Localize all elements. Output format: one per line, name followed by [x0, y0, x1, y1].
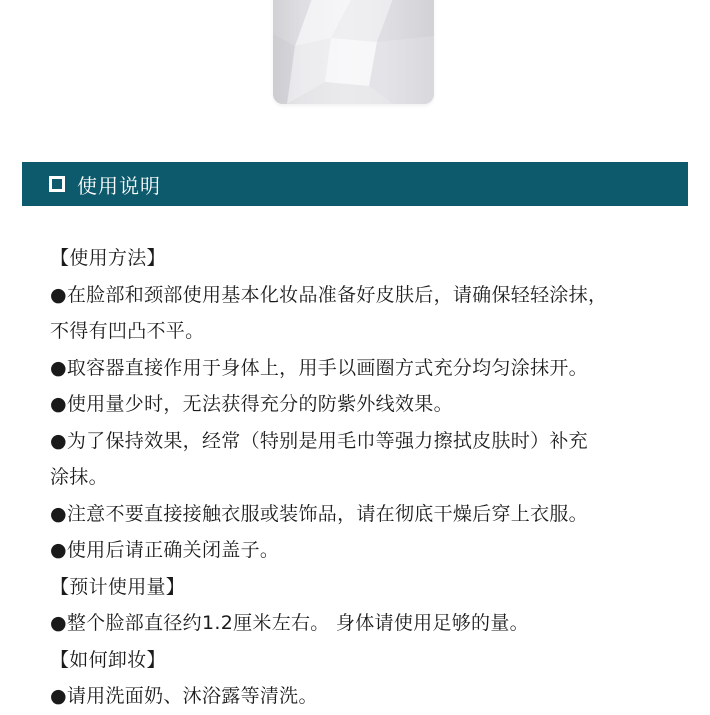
instruction-line: ●使用量少时，无法获得充分的防紫外线效果。 [50, 393, 453, 415]
instruction-line: ●为了保持效果，经常（特别是用毛巾等强力擦拭皮肤时）补充 [50, 429, 588, 452]
instructions-content [50, 240, 690, 715]
instruction-line: ●请用洗面奶、沐浴露等清洗。 [50, 685, 318, 707]
instruction-line: ●注意不要直接接触衣服或装饰品，请在彻底干燥后穿上衣服。 [50, 502, 588, 525]
instruction-line: ●取容器直接作用于身体上，用手以画圈方式充分均匀涂抹开。 [50, 356, 588, 379]
square-icon [49, 176, 65, 192]
removal-heading: 【如何卸妆】 [50, 648, 166, 671]
product-jar-image [273, 0, 434, 104]
jar-facet-pattern [273, 0, 434, 104]
section-title: 使用说明 [77, 173, 161, 198]
usage-instructions-header [22, 162, 688, 206]
instruction-line: 涂抹。 [50, 466, 108, 488]
instruction-line: 不得有凹凸不平。 [50, 320, 205, 342]
usage-method-heading: 【使用方法】 [50, 247, 166, 269]
instruction-line: ●在脸部和颈部使用基本化妆品准备好皮肤后，请确保轻轻涂抹， [50, 283, 608, 306]
expected-amount-heading: 【预计使用量】 [50, 575, 186, 598]
instruction-line: ●使用后请正确关闭盖子。 [50, 539, 280, 561]
instruction-line: ●整个脸部直径约1.2厘米左右。 身体请使用足够的量。 [50, 612, 529, 634]
